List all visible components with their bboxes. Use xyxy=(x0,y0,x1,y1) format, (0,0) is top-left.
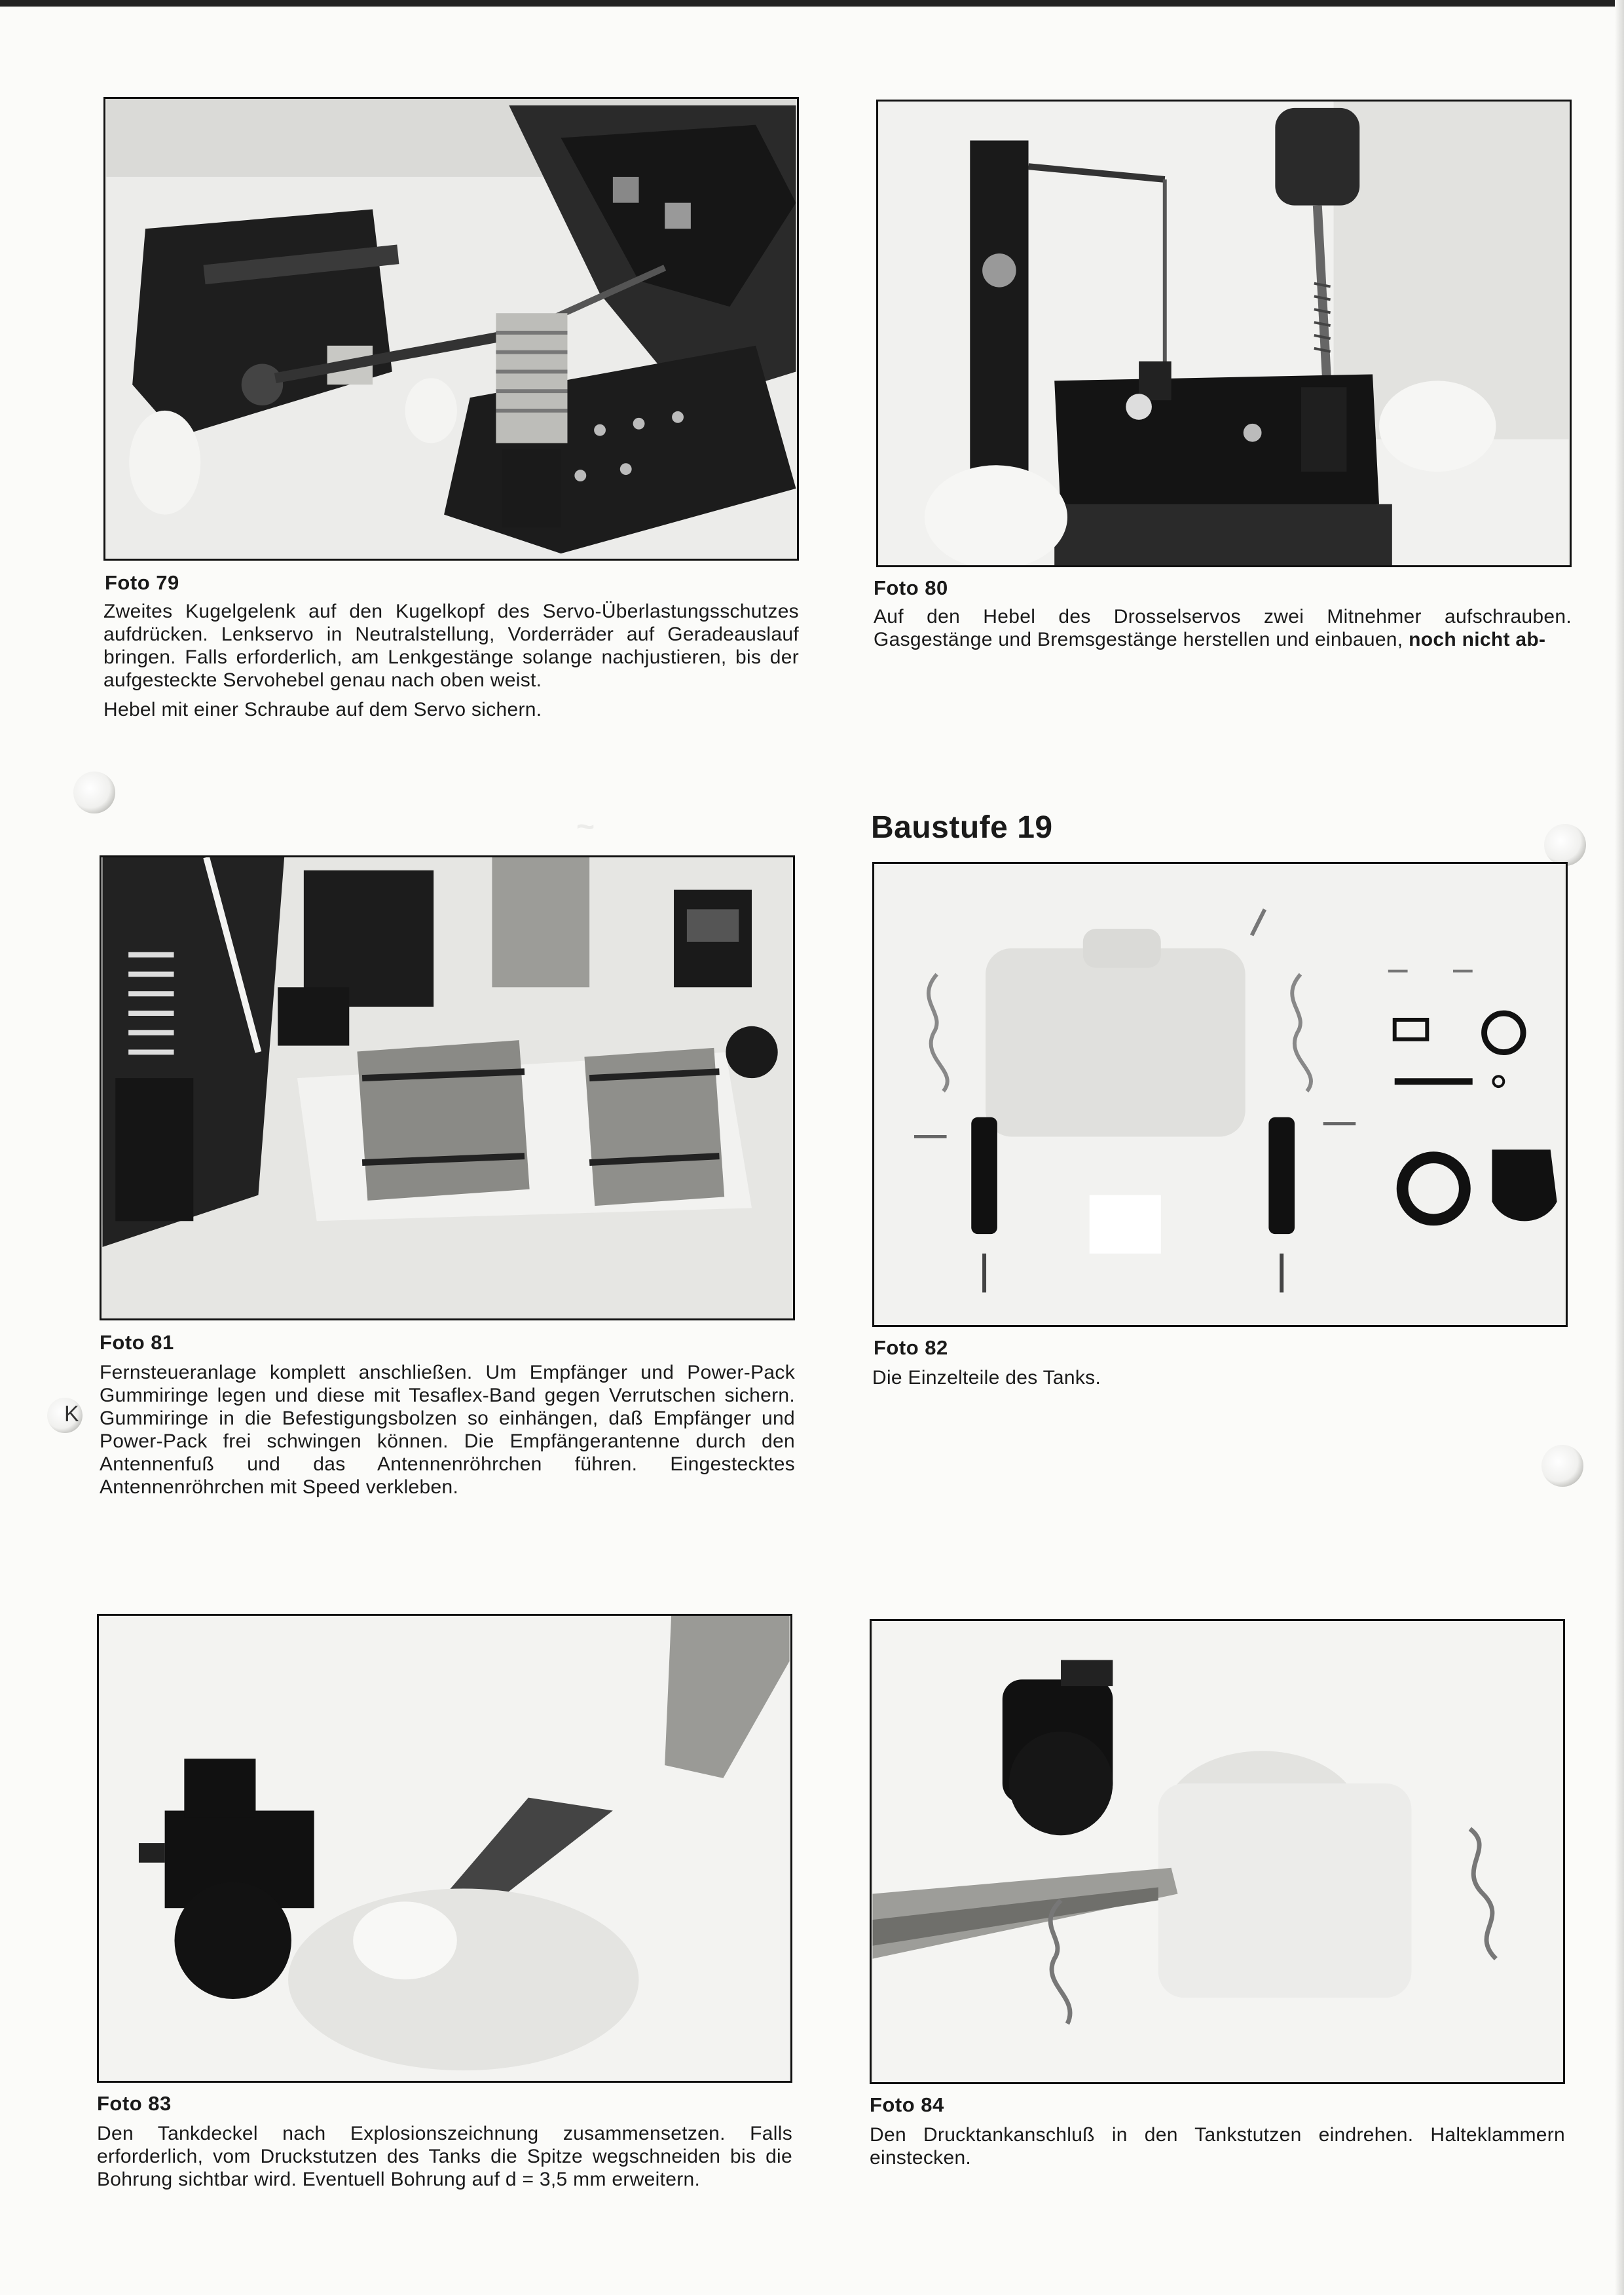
receiver-power-pack-illustration xyxy=(101,857,793,1318)
top-edge-line xyxy=(0,0,1624,7)
photo-81 xyxy=(100,855,795,1320)
photo-label-80: Foto 80 xyxy=(874,576,948,599)
caption-79-text: Zweites Kugelgelenk auf den Kugelkopf des Servo-Überlastungsschutzes aufdrücken. Lenkservo in Neutralstellung, Vorderräder auf Geradeauslauf bringen. Falls erforderlich, am Lenkgestänge solange nachjustieren, bis der aufgesteckte Servohebel genau nach oben weist. xyxy=(103,601,799,691)
photo-83 xyxy=(97,1614,792,2083)
photo-79 xyxy=(103,97,799,561)
caption-83-text: Den Tankdeckel nach Explosionszeichnung zusammensetzen. Falls erforderlich, vom Druckstutzen des Tanks die Spitze wegschneiden bis die Bohrung sichtbar wird. Eventuell Bohrung auf d = 3,5 mm erweitern. xyxy=(97,2123,792,2190)
caption-80 xyxy=(874,605,1572,651)
caption-82 xyxy=(872,1366,1568,1389)
page-edge-shadow xyxy=(1615,0,1624,2295)
caption-83 xyxy=(97,2122,792,2191)
tank-cap-assembly-illustration xyxy=(99,1616,790,2081)
caption-81 xyxy=(100,1361,795,1499)
bleed-through-mark: ~ xyxy=(576,810,595,844)
photo-label-82: Foto 82 xyxy=(874,1336,948,1359)
caption-84 xyxy=(870,2123,1565,2169)
caption-84-text: Den Drucktankanschluß in den Tankstutzen eindrehen. Halteklammern einstecken. xyxy=(870,2124,1565,2169)
steering-servo-linkage-illustration xyxy=(105,99,797,559)
photo-80 xyxy=(876,100,1572,567)
caption-80-regular: Auf den Hebel des Drosselservos zwei Mitnehmer aufschrauben. Gasgestänge und Bremsgestänge herstellen und einbauen, xyxy=(874,606,1572,650)
photo-label-81: Foto 81 xyxy=(100,1331,174,1354)
caption-81-text: Fernsteueranlage komplett anschließen. Um Empfänger und Power-Pack Gummiringe legen und diese mit Tesaflex-Band gegen Verrutschen sichern. Gummiringe in die Befestigungsbolzen so einhängen, daß Empfänger und Power-Pack frei schwingen können. Die Empfängerantenne durch den Antennenfuß und das Antennenröhrchen führen. Eingestecktes Antennenröhrchen mit Speed verkleben. xyxy=(100,1362,795,1498)
margin-mark: K xyxy=(64,1402,79,1427)
tank-parts-illustration xyxy=(874,864,1566,1325)
photo-label-84: Foto 84 xyxy=(870,2093,944,2116)
pressure-tank-fitting-illustration xyxy=(872,1621,1563,2082)
caption-82-text: Die Einzelteile des Tanks. xyxy=(872,1367,1101,1389)
throttle-servo-linkage-illustration xyxy=(878,102,1570,565)
section-heading: Baustufe 19 xyxy=(871,810,1053,845)
caption-79-text-2: Hebel mit einer Schraube auf dem Servo sichern. xyxy=(103,699,542,720)
photo-label-79: Foto 79 xyxy=(105,571,179,594)
caption-80-text xyxy=(874,605,1572,651)
punch-hole xyxy=(1544,824,1586,866)
punch-hole xyxy=(1541,1445,1583,1487)
photo-label-83: Foto 83 xyxy=(97,2092,172,2115)
punch-hole xyxy=(73,772,115,813)
photo-82 xyxy=(872,862,1568,1327)
caption-79 xyxy=(103,600,799,721)
photo-84 xyxy=(870,1619,1565,2084)
caption-80-bold: noch nicht ab- xyxy=(1409,629,1546,650)
